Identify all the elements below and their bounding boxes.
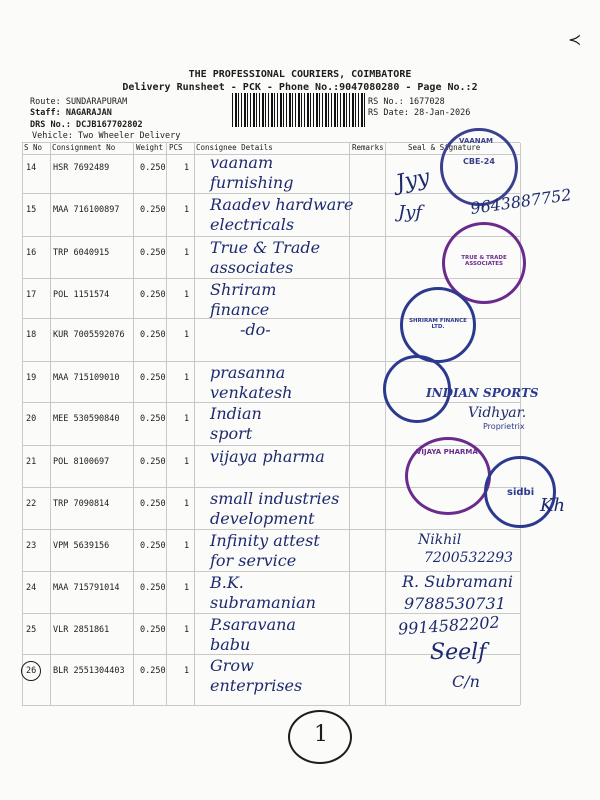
signature-15: Jyf (398, 202, 423, 223)
col-remarks: Remarks (352, 143, 384, 152)
row-consignment-no: BLR 2551304403 (53, 666, 125, 676)
row-sno: 14 (26, 163, 37, 173)
row-sno: 25 (26, 625, 37, 635)
row-divider (22, 236, 520, 237)
row-consignment-no: TRP 7090814 (53, 499, 110, 509)
row-sno: 15 (26, 205, 37, 215)
row-consignee-line: venkatesh (210, 383, 293, 402)
row-pcs: 1 (184, 290, 190, 300)
vaanam-stamp-text: VAANAM (459, 137, 494, 145)
page-circle-number: 1 (314, 722, 328, 747)
runsheet-subtitle: Delivery Runsheet - PCK - Phone No.:9047080280 - Page No.:2 (122, 82, 478, 93)
table-top-line (22, 142, 520, 143)
table-col-line (50, 143, 51, 705)
row-consignee-line: babu (210, 635, 251, 654)
company-title: THE PROFESSIONAL COURIERS, COIMBATORE (188, 69, 412, 80)
row-pcs: 1 (184, 499, 190, 509)
signature-23-phone: 7200532293 (424, 550, 514, 566)
table-col-line (22, 143, 23, 705)
row-consignment-no: POL 8100697 (53, 457, 110, 467)
row-consignee-line: vijaya pharma (210, 447, 325, 466)
row-consignee-line: for service (210, 551, 297, 570)
signature-24-phone: 9788530731 (404, 594, 506, 613)
row-consignee-line: small industries (210, 489, 340, 508)
signature-26-note: C/n (452, 672, 480, 691)
row-consignment-no: HSR 7692489 (53, 163, 110, 173)
drs-label: DRS No.: DCJB167702802 (30, 120, 143, 130)
sno-26-circle (21, 661, 41, 681)
row-sno: 16 (26, 248, 37, 258)
table-col-line (166, 143, 167, 705)
table-bottom-line (22, 705, 520, 706)
row-pcs: 1 (184, 205, 190, 215)
row-weight: 0.250 (140, 666, 166, 676)
row-consignment-no: TRP 6040915 (53, 248, 110, 258)
table-col-line (385, 143, 386, 705)
row-consignee-line: furnishing (210, 173, 294, 192)
row-consignee-line: enterprises (210, 676, 303, 695)
row-pcs: 1 (184, 163, 190, 173)
row-consignee-line: Raadev hardware (210, 195, 354, 214)
table-col-line (194, 143, 195, 705)
row-consignee-line: B.K. (210, 573, 244, 592)
row-consignee-line: electricals (210, 215, 295, 234)
row-consignment-no: MAA 715791014 (53, 583, 120, 593)
signature-20: Vidhyar. (468, 405, 527, 421)
rs-date-label: RS Date: 28-Jan-2026 (368, 108, 471, 118)
barcode (232, 93, 367, 127)
table-col-line (133, 143, 134, 705)
col-sno: S No (24, 143, 43, 152)
row-consignee-line: Shriram (210, 280, 277, 299)
row-pcs: 1 (184, 583, 190, 593)
vijaya-pharma-stamp (405, 437, 491, 515)
sidbi-stamp (484, 456, 556, 528)
vijaya-stamp-text: VIJAYA PHARMA (416, 448, 478, 456)
row-sno: 18 (26, 330, 37, 340)
row-consignment-no: MAA 716100897 (53, 205, 120, 215)
row-sno: 17 (26, 290, 37, 300)
row-weight: 0.250 (140, 373, 166, 383)
row-consignee-line: prasanna (210, 363, 286, 382)
row-consignee-line: P.saravana (210, 615, 296, 634)
row-divider (22, 613, 520, 614)
signature-24: R. Subramani (402, 572, 514, 591)
col-pcs: PCS (169, 143, 183, 152)
vehicle-label: Vehicle: Two Wheeler Delivery (32, 131, 181, 141)
row-consignment-no: VPM 5639156 (53, 541, 110, 551)
vaanam-stamp-code: CBE-24 (463, 157, 495, 166)
row-consignee-line: Indian (210, 404, 262, 423)
row-sno: 22 (26, 499, 37, 509)
route-label: Route: SUNDARAPURAM (30, 97, 128, 107)
row-consignee-line: associates (210, 258, 294, 277)
row-sno: 26 (26, 666, 37, 676)
row-sno: 23 (26, 541, 37, 551)
row-consignee-line: True & Trade (210, 238, 321, 257)
row-weight: 0.250 (140, 457, 166, 467)
row-weight: 0.250 (140, 625, 166, 635)
row-pcs: 1 (184, 330, 190, 340)
row-consignee-line: finance (210, 300, 270, 319)
signature-25-phone: 9914582202 (397, 612, 501, 639)
row-pcs: 1 (184, 373, 190, 383)
signature-23: Nikhil (418, 532, 462, 548)
col-consignment: Consignment No (52, 143, 116, 152)
signature-25: Seelf (430, 640, 487, 665)
row-consignment-no: KUR 7005592076 (53, 330, 125, 340)
row-pcs: 1 (184, 541, 190, 551)
row-weight: 0.250 (140, 583, 166, 593)
page-circle (288, 710, 352, 764)
row-weight: 0.250 (140, 330, 166, 340)
shriram-finance-stamp (400, 287, 476, 363)
indian-sports-text: INDIAN SPORTS (426, 386, 539, 400)
shriram-stamp-text: SHRIRAM FINANCE LTD. (409, 318, 467, 330)
row-consignee-line: vaanam (210, 153, 274, 172)
row-sno: 21 (26, 457, 37, 467)
row-consignment-no: POL 1151574 (53, 290, 110, 300)
true-trade-stamp-text: TRUE & TRADE ASSOCIATES (461, 255, 507, 267)
row-pcs: 1 (184, 414, 190, 424)
row-sno: 19 (26, 373, 37, 383)
col-consignee: Consignee Details (196, 143, 273, 152)
row-pcs: 1 (184, 248, 190, 258)
signature-15-phone: 9643887752 (469, 185, 573, 218)
proprietrix-label: Proprietrix (483, 422, 525, 431)
row-weight: 0.250 (140, 290, 166, 300)
row-divider (22, 529, 520, 530)
row-weight: 0.250 (140, 205, 166, 215)
row-weight: 0.250 (140, 414, 166, 424)
staff-label: Staff: NAGARAJAN (30, 108, 112, 118)
row-consignee-line: subramanian (210, 593, 316, 612)
row-pcs: 1 (184, 625, 190, 635)
row-consignee-line: -do- (240, 320, 271, 339)
col-weight: Weight (136, 143, 164, 152)
row-consignee-line: Infinity attest (210, 531, 320, 550)
row-consignment-no: MEE 530590840 (53, 414, 120, 424)
row-consignee-line: development (210, 509, 315, 528)
row-consignment-no: MAA 715109010 (53, 373, 120, 383)
rs-no-label: RS No.: 1677028 (368, 97, 445, 107)
col-seal: Seal & Signature (408, 143, 481, 152)
row-weight: 0.250 (140, 541, 166, 551)
row-consignment-no: VLR 2851861 (53, 625, 110, 635)
row-pcs: 1 (184, 666, 190, 676)
signature-14: Jyy (393, 164, 432, 197)
row-weight: 0.250 (140, 248, 166, 258)
row-weight: 0.250 (140, 499, 166, 509)
row-weight: 0.250 (140, 163, 166, 173)
row-sno: 20 (26, 414, 37, 424)
corner-mark: ≺ (568, 30, 582, 49)
row-pcs: 1 (184, 457, 190, 467)
row-consignee-line: sport (210, 424, 253, 443)
signature-22: Kh (540, 495, 566, 516)
row-consignee-line: Grow (210, 656, 254, 675)
table-col-line (349, 143, 350, 705)
row-divider (22, 193, 520, 194)
sidbi-stamp-text: sidbi (507, 487, 535, 498)
row-sno: 24 (26, 583, 37, 593)
